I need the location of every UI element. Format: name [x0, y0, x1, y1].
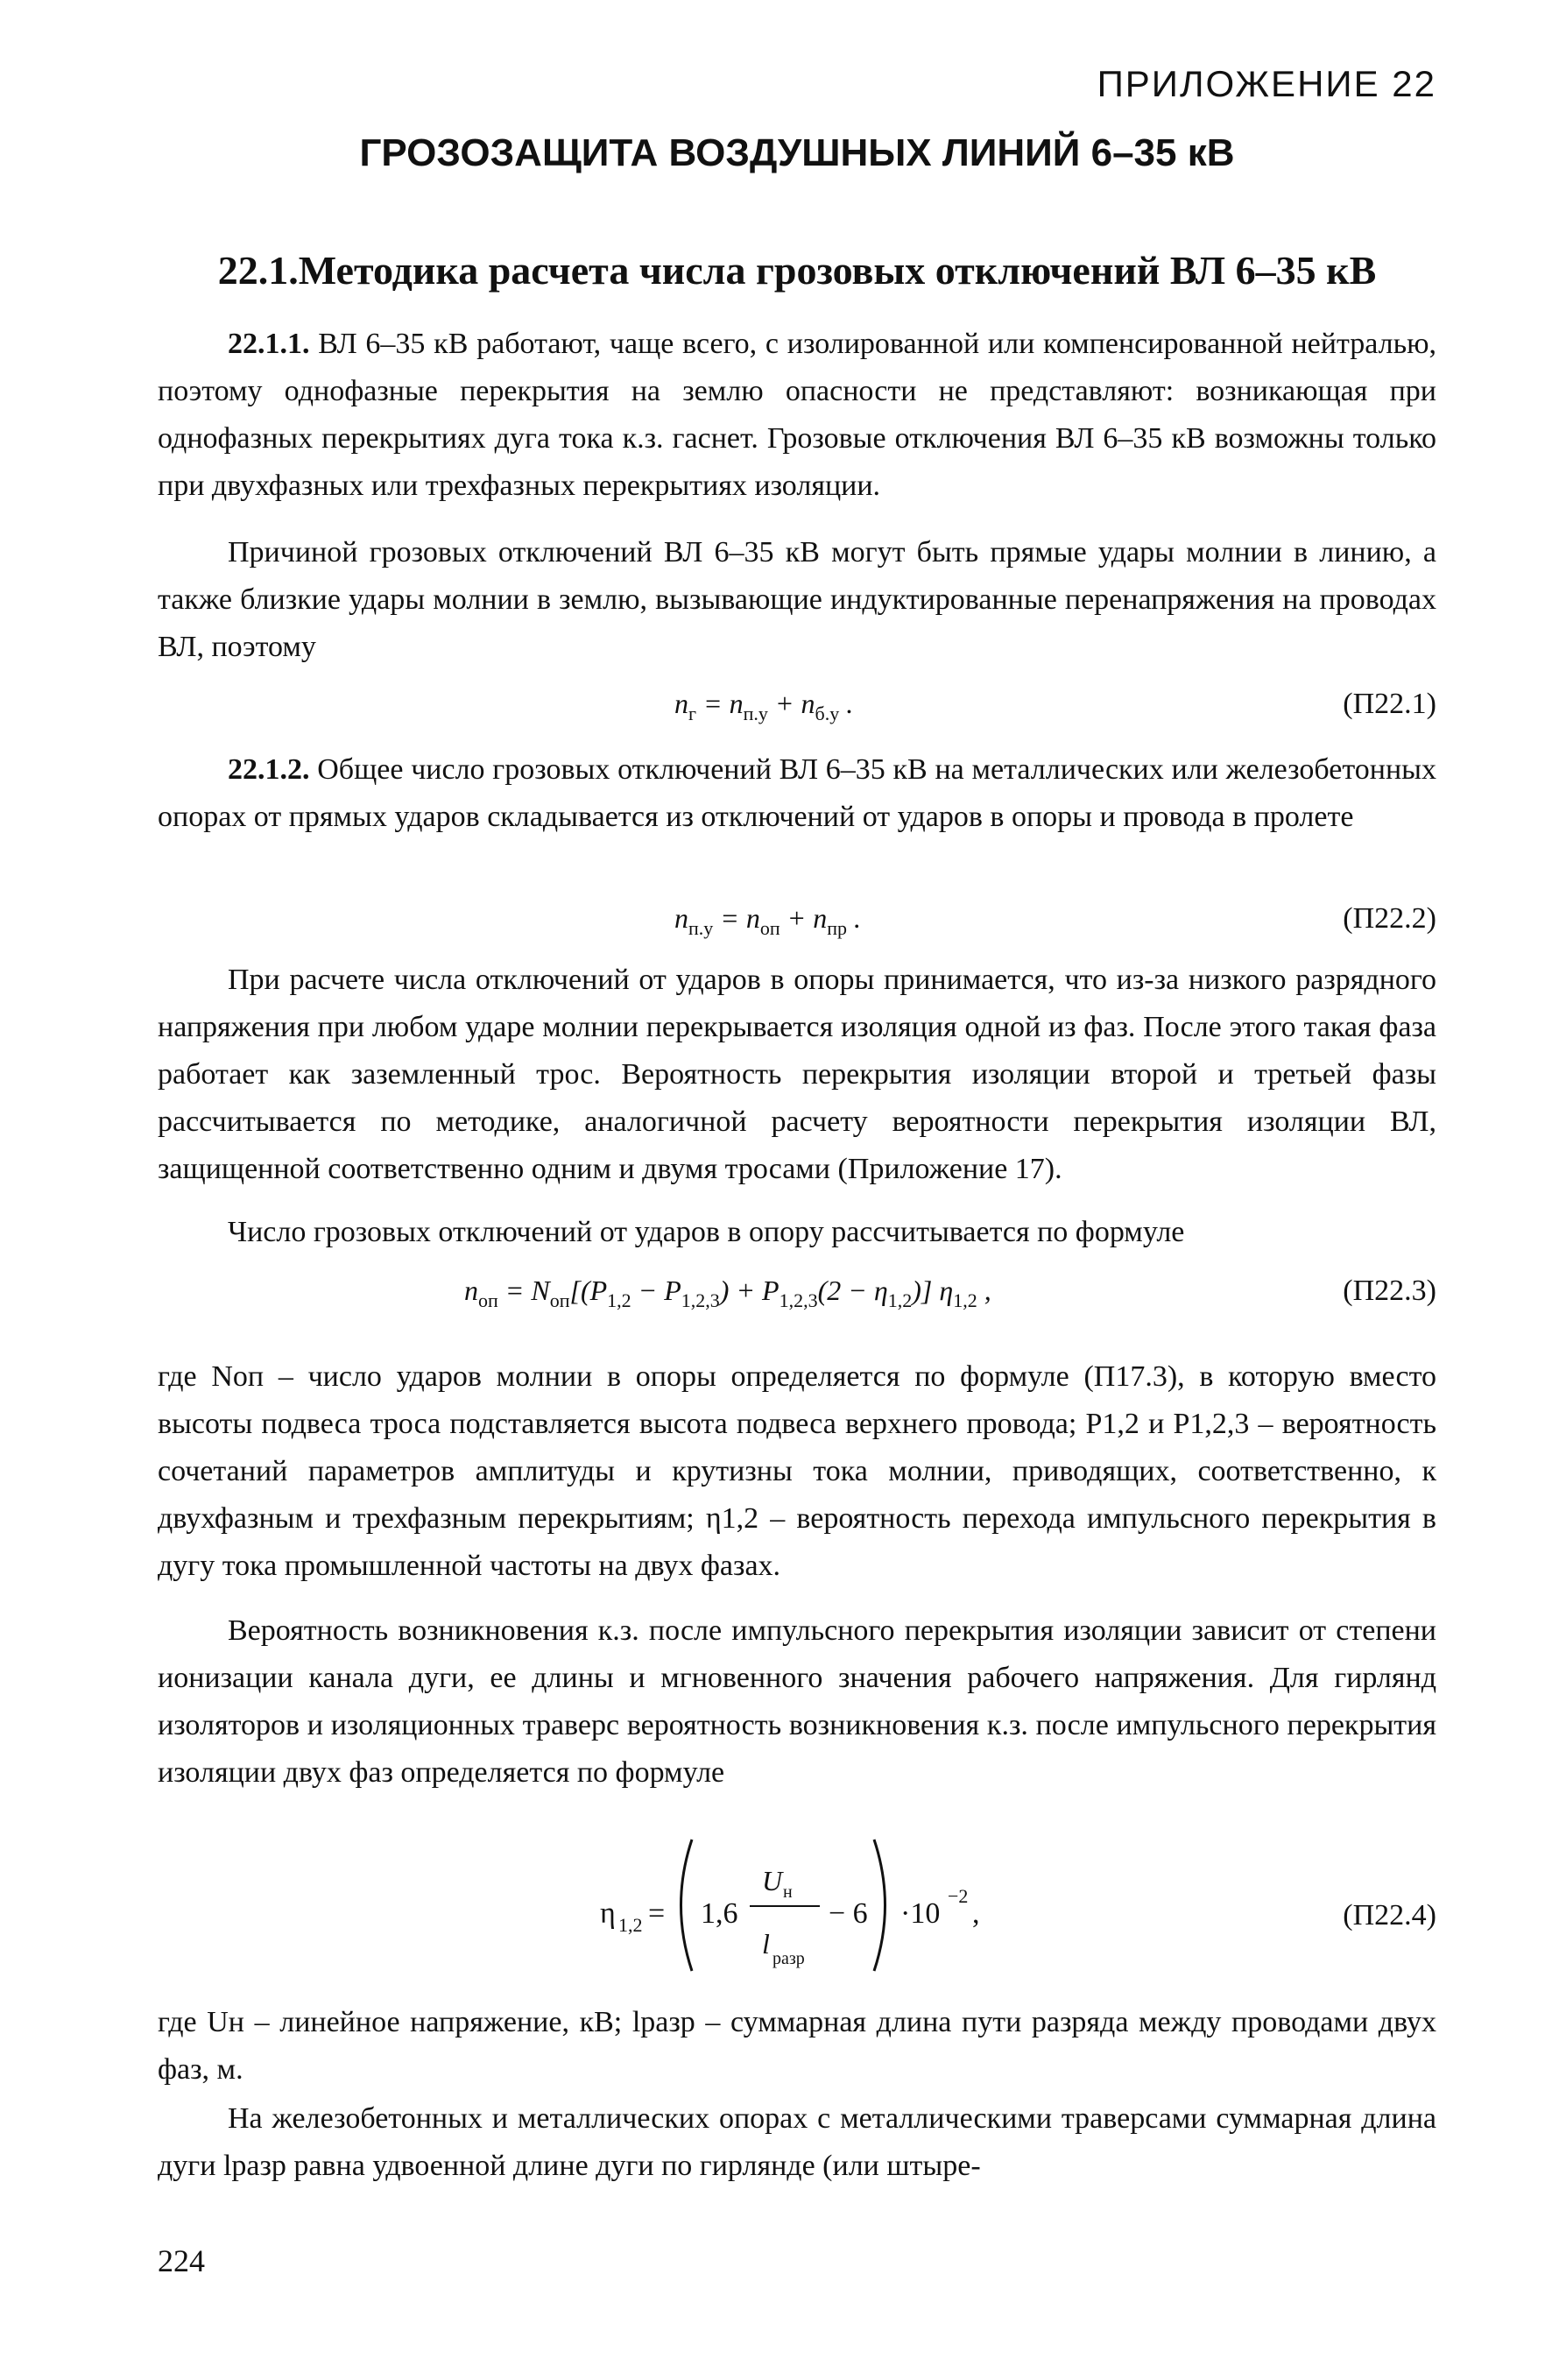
svg-text:1,2: 1,2: [618, 1914, 643, 1936]
page-title: ГРОЗОЗАЩИТА ВОЗДУШНЫХ ЛИНИЙ 6–35 кВ: [359, 131, 1235, 174]
paragraph-towers-arc: На железобетонных и металлических опорах с металлическими траверсами суммарная длина дуги lразр равна удвоенной длине дуги по гирлянде (или штыре-: [158, 2102, 1436, 2182]
formula-p22-4: [158, 1822, 1436, 1988]
svg-text:− 6: − 6: [829, 1897, 868, 1930]
equation-number: (П22.2): [1343, 902, 1436, 935]
paragraph-where-un: где Uн – линейное напряжение, кВ; lразр – суммарная длина пути разряда между проводами двух фаз, м.: [158, 2006, 1436, 2086]
formula-p22-3: [158, 1275, 1436, 1327]
svg-text:l: l: [762, 1928, 770, 1960]
formula-expression: $n_{п.у} = n_{оп} + n_{пр}$ .: [674, 902, 862, 939]
formula-expression: $n_г = n_{п.у} + n_{б.у}$ .: [674, 688, 854, 724]
paragraph-number: 22.1.1.: [228, 328, 310, 360]
formula-expression: $n_{оп} = N_{оп}[(P_{1,2} - P_{1,2,3}) + P_{1,2,3}(2 - \eta_{1,2})]$ $\eta_{1,2}$ ,: [464, 1275, 991, 1311]
section-title: 22.1.Методика расчета числа грозовых отключений ВЛ 6–35 кВ: [217, 248, 1377, 293]
paragraph-number: 22.1.2.: [228, 753, 310, 786]
svg-text:н: н: [783, 1882, 793, 1902]
paragraph-where-nop: где Nоп – число ударов молнии в опоры определяется по формуле (П17.3), в которую вместо высоты подвеса троса подставляется высота подвеса верхнего провода; P1,2 и P1,2,3 – вероятность сочетаний параметров амплитуды и крутизны тока молнии, приводящих, соответственно, к двухфазным и трехфазным перекрытиям; η1,2 – вероятность перехода импульсного перекрытия в дугу тока промышленной частоты на двух фазах.: [158, 1360, 1436, 1582]
svg-text:=: =: [648, 1897, 666, 1930]
paragraph-probability: Вероятность возникновения к.з. после импульсного перекрытия изоляции зависит от степени ионизации канала дуги, ее длины и мгновенного значения рабочего напряжения. Для гирлянд изоляторов и изоляционных траверс вероятность возникновения к.з. после импульсного перекрытия изоляции двух фаз определяется по формуле: [158, 1614, 1436, 1789]
equation-number: (П22.1): [1343, 688, 1436, 720]
svg-text:1,6: 1,6: [701, 1897, 738, 1930]
page-number: 224: [158, 2243, 205, 2278]
paragraph-towers: При расчете числа отключений от ударов в опоры принимается, что из-за низкого разрядного напряжения при любом ударе молнии перекрывается изоляция одной из фаз. После этого такая фаза работает как заземленный трос. Вероятность перекрытия изоляции второй и третьей фазы рассчитывается по методике, аналогичной расчету вероятности перекрытия изоляции ВЛ, защищенной соответственно одним и двумя тросами (Приложение 17).: [158, 964, 1436, 1185]
svg-text:−2: −2: [948, 1885, 969, 1907]
paragraph-22-1-2: [158, 746, 1436, 841]
svg-text:·10: ·10: [900, 1897, 941, 1930]
paragraph-cause: Причиной грозовых отключений ВЛ 6–35 кВ могут быть прямые удары молнии в линию, а также близкие удары молнии в землю, вызывающие индуктированные перенапряжения на проводах ВЛ, поэтому: [158, 536, 1436, 663]
formula-p22-2: [158, 902, 1436, 955]
svg-text:,: ,: [972, 1897, 980, 1930]
formula-expression: [158, 1822, 1436, 1988]
formula-p22-1: [158, 688, 1436, 740]
paragraph-22-1-1: [158, 321, 1436, 510]
svg-text:U: U: [762, 1865, 783, 1896]
equation-number: (П22.4): [1343, 1899, 1436, 1932]
equation-number: (П22.3): [1343, 1275, 1436, 1307]
paragraph-text: Общее число грозовых отключений ВЛ 6–35 кВ на металлических или железобетонных опорах от прямых ударов складывается из отключений от ударов в опоры и провода в пролете: [158, 753, 1437, 833]
appendix-label: ПРИЛОЖЕНИЕ 22: [1097, 63, 1436, 104]
paragraph-text: ВЛ 6–35 кВ работают, чаще всего, с изолированной или компенсированной нейтралью, поэтому однофазные перекрытия на землю опасности не представляют: возникающая при однофазных перекрытиях дуга тока к.з. гаснет. Грозовые отключения ВЛ 6–35 кВ возможны только при двухфазных или трехфазных перекрытиях изоляции.: [158, 328, 1437, 502]
svg-text:разр: разр: [772, 1949, 805, 1968]
svg-text:η: η: [600, 1897, 616, 1930]
paragraph-formula-intro: Число грозовых отключений от ударов в опору рассчитывается по формуле: [228, 1216, 1185, 1248]
